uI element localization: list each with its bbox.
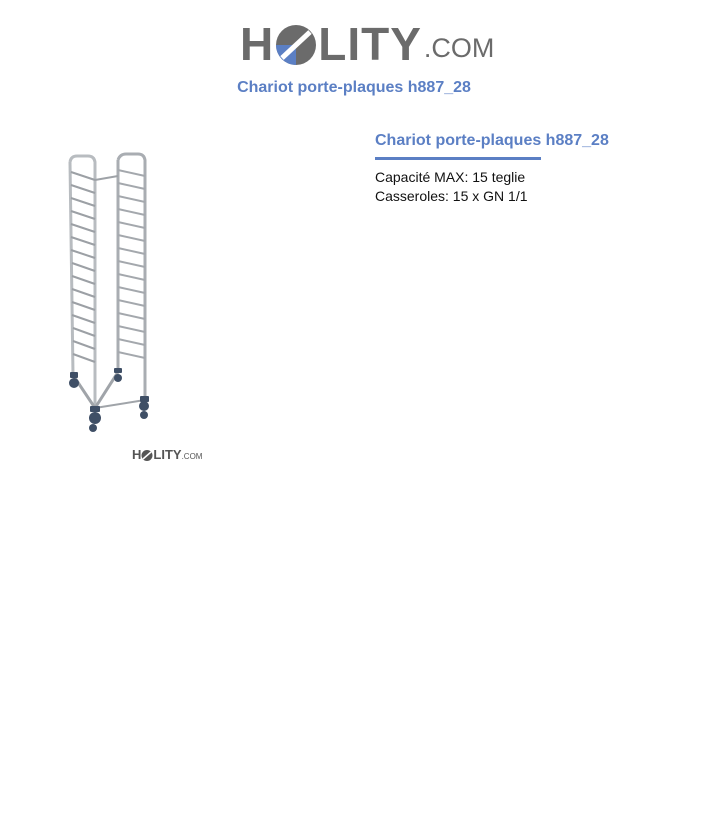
logo-letter-h: H	[240, 18, 275, 70]
watermark-wordmark	[132, 448, 182, 462]
spec-pans: Casseroles: 15 x GN 1/1	[375, 188, 528, 204]
trolley-rack-image	[40, 150, 180, 440]
holity-logo	[240, 12, 494, 68]
logo-o-mark-icon	[275, 20, 317, 68]
logo-letters-lity: LITY	[318, 18, 422, 70]
logo-wordmark	[240, 20, 422, 68]
title-underline	[375, 157, 541, 160]
watermark-letters-lity: LITY	[153, 447, 182, 462]
watermark-com: .COM	[181, 452, 203, 461]
logo-com: .COM	[423, 33, 495, 63]
watermark-o-mark-icon	[141, 449, 153, 462]
page-title: Chariot porte-plaques h887_28	[237, 79, 471, 96]
spec-capacity: Capacité MAX: 15 teglie	[375, 169, 526, 185]
watermark-logo	[132, 446, 202, 462]
details-title: Chariot porte-plaques h887_28	[375, 132, 609, 149]
product-details	[375, 131, 695, 206]
watermark-letter-h: H	[132, 447, 142, 462]
